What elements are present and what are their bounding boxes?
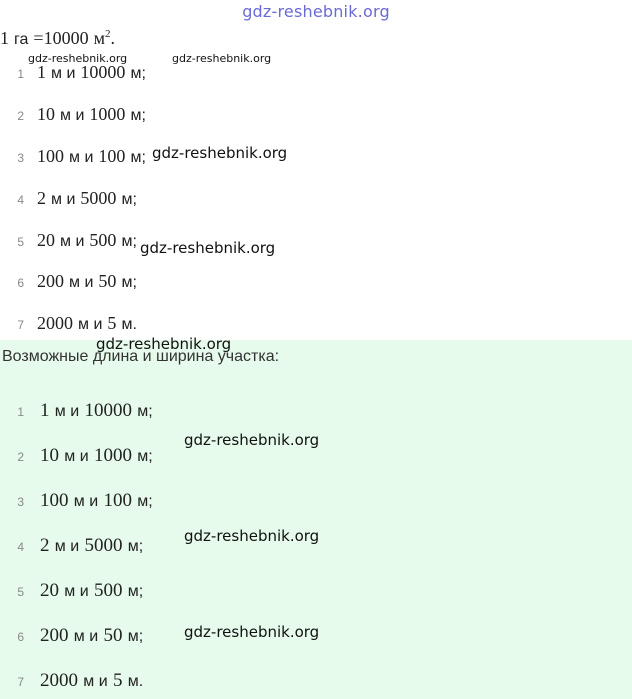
item-b: 500 <box>93 580 123 601</box>
header-rhs: =10000 <box>33 28 89 48</box>
item-a: 20 <box>37 230 55 250</box>
header-end: . <box>110 28 115 48</box>
item-b: 50 <box>103 625 123 646</box>
list-item <box>0 146 146 167</box>
item-unit-1: м и <box>64 448 89 465</box>
item-a: 2 <box>40 535 50 556</box>
item-unit-1: м и <box>78 316 103 333</box>
watermark-green-3: gdz-reshebnik.org <box>184 623 320 641</box>
item-text <box>37 188 137 209</box>
item-a: 20 <box>40 580 59 601</box>
item-b: 10000 <box>80 62 126 82</box>
list-item <box>0 580 143 602</box>
item-text <box>40 400 153 422</box>
item-number: 1 <box>17 405 24 419</box>
item-b: 1000 <box>93 445 132 466</box>
item-unit-1: м и <box>60 233 85 250</box>
item-number: 4 <box>17 193 24 207</box>
answer-panel <box>0 340 632 699</box>
list-item <box>0 670 143 692</box>
item-a: 1 <box>37 62 46 82</box>
list-item <box>0 230 137 251</box>
list-item <box>0 400 153 422</box>
item-unit-2: м; <box>121 191 137 208</box>
item-text <box>40 490 153 512</box>
item-number: 7 <box>17 318 24 332</box>
item-text <box>37 104 146 125</box>
watermark-top: gdz-reshebnik.org <box>242 2 390 21</box>
item-unit-2: м; <box>121 233 137 250</box>
item-b: 100 <box>98 146 126 166</box>
item-unit-1: м и <box>69 274 94 291</box>
item-a: 10 <box>37 104 55 124</box>
item-unit-2: м; <box>127 628 144 645</box>
item-unit-2: м. <box>127 673 144 690</box>
item-text <box>37 146 146 167</box>
item-unit-2: м; <box>121 274 137 291</box>
item-number: 2 <box>17 109 24 123</box>
item-a: 200 <box>40 625 69 646</box>
watermark-mid-2: gdz-reshebnik.org <box>140 239 276 257</box>
item-a: 100 <box>40 490 69 511</box>
header-lhs-num: 1 <box>0 28 9 48</box>
item-b: 5 <box>107 313 117 333</box>
item-number: 2 <box>17 450 24 464</box>
item-unit-2: м; <box>127 538 144 555</box>
item-unit-2: м; <box>130 149 146 166</box>
list-item <box>0 490 153 512</box>
watermark-mid-3: gdz-reshebnik.org <box>96 335 232 353</box>
list-item <box>0 625 143 647</box>
item-a: 200 <box>37 271 64 291</box>
item-number: 6 <box>17 630 24 644</box>
item-number: 3 <box>17 151 24 165</box>
item-unit-1: м и <box>83 673 108 690</box>
item-b: 10000 <box>84 400 132 421</box>
item-unit-2: м; <box>127 583 144 600</box>
item-unit-1: м и <box>64 583 89 600</box>
item-unit-1: м и <box>73 628 99 645</box>
item-text <box>40 670 143 692</box>
item-b: 1000 <box>89 104 126 124</box>
watermark-small-1: gdz-reshebnik.org <box>28 52 128 65</box>
area-conversion-line <box>0 28 115 49</box>
header-rhs-unit: м <box>93 28 105 48</box>
answer-title: Возможные длина и ширина участка: <box>2 348 280 365</box>
item-b: 5000 <box>80 188 117 208</box>
item-b: 5 <box>112 670 123 691</box>
item-number: 6 <box>17 276 24 290</box>
item-number: 5 <box>17 235 24 249</box>
item-b: 500 <box>89 230 117 250</box>
item-number: 3 <box>17 495 24 509</box>
item-a: 2 <box>37 188 46 208</box>
item-unit-1: м и <box>54 538 80 555</box>
list-item <box>0 104 146 125</box>
list-item <box>0 313 137 334</box>
item-a: 2000 <box>40 670 78 691</box>
item-unit-1: м и <box>51 65 76 82</box>
item-unit-2: м; <box>137 493 153 510</box>
watermark-mid-1: gdz-reshebnik.org <box>152 144 288 162</box>
item-text <box>40 535 143 557</box>
item-b: 50 <box>98 271 117 291</box>
watermark-green-2: gdz-reshebnik.org <box>184 527 320 545</box>
item-unit-1: м и <box>73 493 99 510</box>
item-a: 2000 <box>37 313 73 333</box>
item-unit-1: м и <box>69 149 94 166</box>
list-item <box>0 445 153 467</box>
item-unit-2: м. <box>121 316 137 333</box>
header-lhs-unit: га <box>14 31 29 48</box>
list-item <box>0 271 137 292</box>
item-text <box>40 445 153 467</box>
item-unit-1: м и <box>60 107 85 124</box>
header-exponent: 2 <box>104 28 111 40</box>
item-unit-2: м; <box>130 107 146 124</box>
item-unit-2: м; <box>137 403 153 420</box>
item-text <box>37 271 137 292</box>
list-item <box>0 535 143 557</box>
item-a: 100 <box>37 146 64 166</box>
item-unit-2: м; <box>137 448 153 465</box>
item-text <box>37 62 146 83</box>
item-number: 5 <box>17 585 24 599</box>
list-item <box>0 62 146 83</box>
watermark-small-2: gdz-reshebnik.org <box>172 52 272 65</box>
item-b: 5000 <box>84 535 123 556</box>
item-unit-1: м и <box>51 191 76 208</box>
item-text <box>40 625 143 647</box>
item-b: 100 <box>103 490 132 511</box>
item-a: 1 <box>40 400 50 421</box>
item-number: 4 <box>17 540 24 554</box>
item-number: 1 <box>17 67 24 81</box>
item-unit-2: м; <box>130 65 146 82</box>
item-unit-1: м и <box>54 403 80 420</box>
item-text <box>37 313 137 334</box>
item-number: 7 <box>17 675 24 689</box>
item-text <box>37 230 137 251</box>
item-text <box>40 580 143 602</box>
list-item <box>0 188 137 209</box>
watermark-green-1: gdz-reshebnik.org <box>184 431 320 449</box>
item-a: 10 <box>40 445 59 466</box>
